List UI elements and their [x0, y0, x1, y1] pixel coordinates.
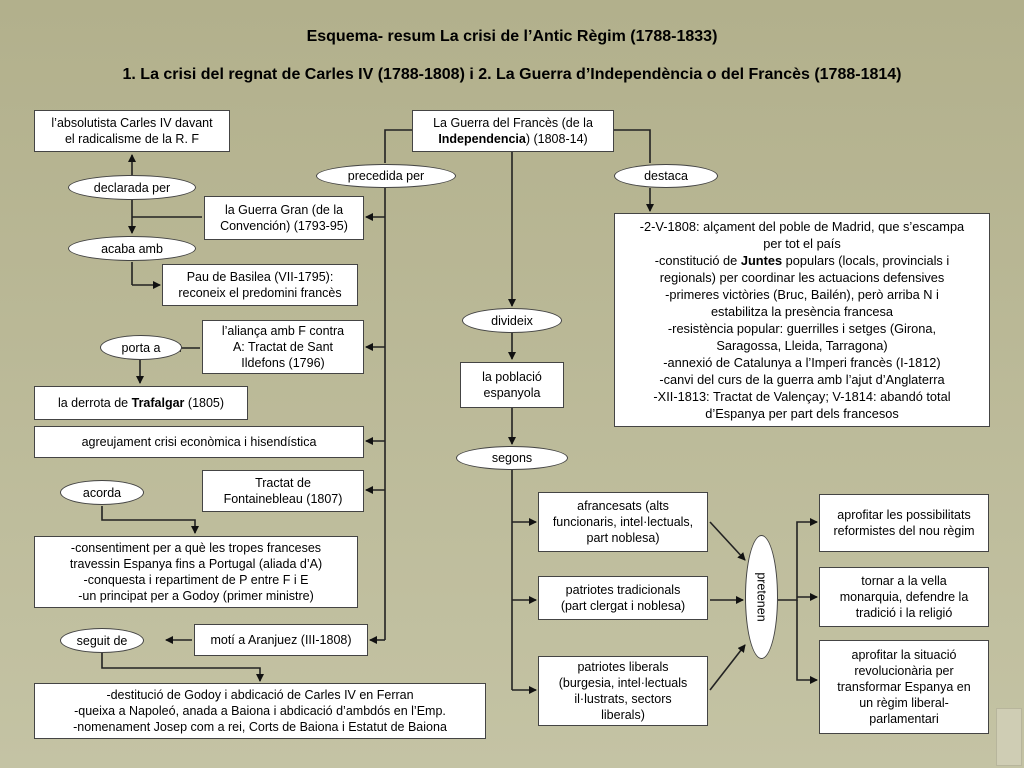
poblacio-line: espanyola: [483, 386, 541, 400]
destaca-list-box: [614, 213, 990, 427]
destaca-line: [655, 252, 949, 269]
afrancesats-box: [538, 492, 708, 552]
consentiment-line: -consentiment per a què les tropes franceses: [70, 541, 322, 555]
declarada-per-ellipse: declarada per: [68, 175, 196, 200]
pau-basilea-line: reconeix el predomini francès: [178, 286, 342, 300]
destaca-line: -2-V-1808: alçament del poble de Madrid, que s’escampa: [639, 219, 965, 234]
derrota-post: (1805): [184, 396, 225, 410]
destaca-line: estabilitza la presència francesa: [710, 304, 894, 319]
guerra-gran-line: la Guerra Gran (de la: [224, 203, 344, 217]
destitucio-box: [34, 683, 486, 739]
moti-aranjuez-box: motí a Aranjuez (III-1808): [194, 624, 368, 656]
destaca-line: -resistència popular: guerrilles i setges (Girona,: [667, 321, 937, 336]
guerra-gran-box: [204, 196, 364, 240]
destaca-line: Saragossa, Lleida, Tarragona): [716, 338, 888, 353]
divideix-ellipse: divideix: [462, 308, 562, 333]
destaca-ellipse: destaca: [614, 164, 718, 188]
derrota-pre: la derrota de: [57, 396, 132, 410]
destitucio-line: -destitució de Godoy i abdicació de Carles IV en Ferran: [106, 688, 414, 702]
aprofitar-sit-line: aprofitar la situació: [851, 648, 957, 662]
seguit-de-ellipse: seguit de: [60, 628, 144, 653]
destaca-line: -canvi del curs de la guerra amb l’ajut d’Anglaterra: [659, 372, 945, 387]
liberals-line: liberals): [601, 708, 645, 722]
destaca-line: d’Espanya per part dels francesos: [705, 406, 899, 421]
acorda-ellipse: acorda: [60, 480, 144, 505]
tornar-line: tradició i la religió: [855, 606, 953, 620]
precedida-per-ellipse: precedida per: [316, 164, 456, 188]
derrota-box: [34, 386, 248, 420]
destaca-line: per tot el país: [763, 236, 841, 251]
guerra-frances-post: ) (1808-14): [525, 132, 588, 146]
tradicionals-line: patriotes tradicionals: [565, 583, 681, 597]
diagram-subtitle: 1. La crisi del regnat de Carles IV (1788-1808) i 2. La Guerra d’Independència o del Francès (1788-1814): [122, 66, 902, 83]
diagram-title: Esquema- resum La crisi de l’Antic Règim (1788-1833): [306, 28, 718, 45]
pretenen-label: pretenen: [754, 572, 769, 622]
aprofitar-situacio-box: [819, 640, 989, 734]
aprofitar-line: reformistes del nou règim: [833, 524, 975, 538]
derrota-bold: Trafalgar: [131, 396, 185, 410]
afrancesats-line: afrancesats (alts: [577, 499, 669, 513]
derrota-text: [58, 395, 224, 411]
porta-a-ellipse: porta a: [100, 335, 182, 360]
juntes-pre: -constitució de: [654, 253, 741, 268]
absolutista-box: [34, 110, 230, 152]
tradicionals-box: [538, 576, 708, 620]
guerra-frances-line2: [438, 131, 587, 147]
poblacio-box: [460, 362, 564, 408]
destitucio-line: -nomenament Josep com a rei, Corts de Baiona i Estatut de Baiona: [73, 720, 447, 734]
afrancesats-line: funcionaris, intel·lectuals,: [552, 515, 694, 529]
consentiment-line: -conquesta i repartiment de P entre F i E: [83, 573, 309, 587]
tornar-monarquia-box: [819, 567, 989, 627]
agreujament-box: agreujament crisi econòmica i hisendística: [34, 426, 364, 458]
liberals-line: patriotes liberals: [577, 660, 669, 674]
tradicionals-line: (part clergat i noblesa): [560, 599, 686, 613]
juntes-bold: Juntes: [740, 253, 783, 268]
segons-ellipse: segons: [456, 446, 568, 470]
absolutista-line: el radicalisme de la R. F: [64, 132, 200, 146]
fontainebleau-line: Tractat de: [255, 476, 311, 490]
alianca-line: A: Tractat de Sant: [232, 340, 334, 354]
consentiment-line: travessin Espanya fins a Portugal (aliada d’A): [69, 557, 323, 571]
aprofitar-sit-line: transformar Espanya en: [837, 680, 971, 694]
destaca-line: -primeres victòries (Bruc, Bailén), però arriba N i: [665, 287, 939, 302]
pau-basilea-line: Pau de Basilea (VII-1795):: [186, 270, 334, 284]
guerra-frances-bold: Independencia: [438, 132, 526, 146]
aprofitar-sit-line: parlamentari: [869, 712, 939, 726]
tornar-line: tornar a la vella: [861, 574, 947, 588]
tornar-line: monarquia, defendre la: [839, 590, 969, 604]
aprofitar-possibilitats-box: [819, 494, 989, 552]
fontainebleau-line: Fontainebleau (1807): [223, 492, 343, 506]
destaca-line: regionals) per coordinar les actuacions defensives: [659, 270, 945, 285]
poblacio-line: la població: [482, 370, 542, 384]
guerra-gran-line: Convención) (1793-95): [220, 219, 348, 233]
liberals-line: il·lustrats, sectors: [574, 692, 672, 706]
destaca-line: -XII-1813: Tractat de Valençay; V-1814: abandó total: [653, 389, 951, 404]
pretenen-ellipse: [745, 535, 778, 659]
aprofitar-sit-line: un règim liberal-: [859, 696, 949, 710]
guerra-frances-box: [412, 110, 614, 152]
tractat-fontainebleau-box: [202, 470, 364, 512]
aprofitar-sit-line: revolucionària per: [854, 664, 954, 678]
juntes-post: populars (locals, provincials i: [782, 253, 950, 268]
destitucio-line: -queixa a Napoleó, anada a Baiona i abdicació d’ambdós en l’Emp.: [74, 704, 446, 718]
absolutista-line: l’absolutista Carles IV davant: [51, 116, 213, 130]
consentiment-box: [34, 536, 358, 608]
liberals-line: (burgesia, intel·lectuals: [558, 676, 688, 690]
alianca-line: l’aliança amb F contra: [221, 324, 345, 338]
acaba-amb-ellipse: acaba amb: [68, 236, 196, 261]
destaca-line: -annexió de Catalunya a l’Imperi francès (I-1812): [663, 355, 941, 370]
afrancesats-line: part noblesa): [586, 531, 660, 545]
guerra-frances-line: La Guerra del Francès (de la: [433, 116, 593, 130]
liberals-box: [538, 656, 708, 726]
slide-corner-decoration: [996, 708, 1022, 766]
consentiment-line: -un principat per a Godoy (primer ministre): [78, 589, 314, 603]
alianca-line: Ildefons (1796): [241, 356, 325, 370]
aprofitar-line: aprofitar les possibilitats: [837, 508, 971, 522]
pau-basilea-box: [162, 264, 358, 306]
alianca-box: [202, 320, 364, 374]
